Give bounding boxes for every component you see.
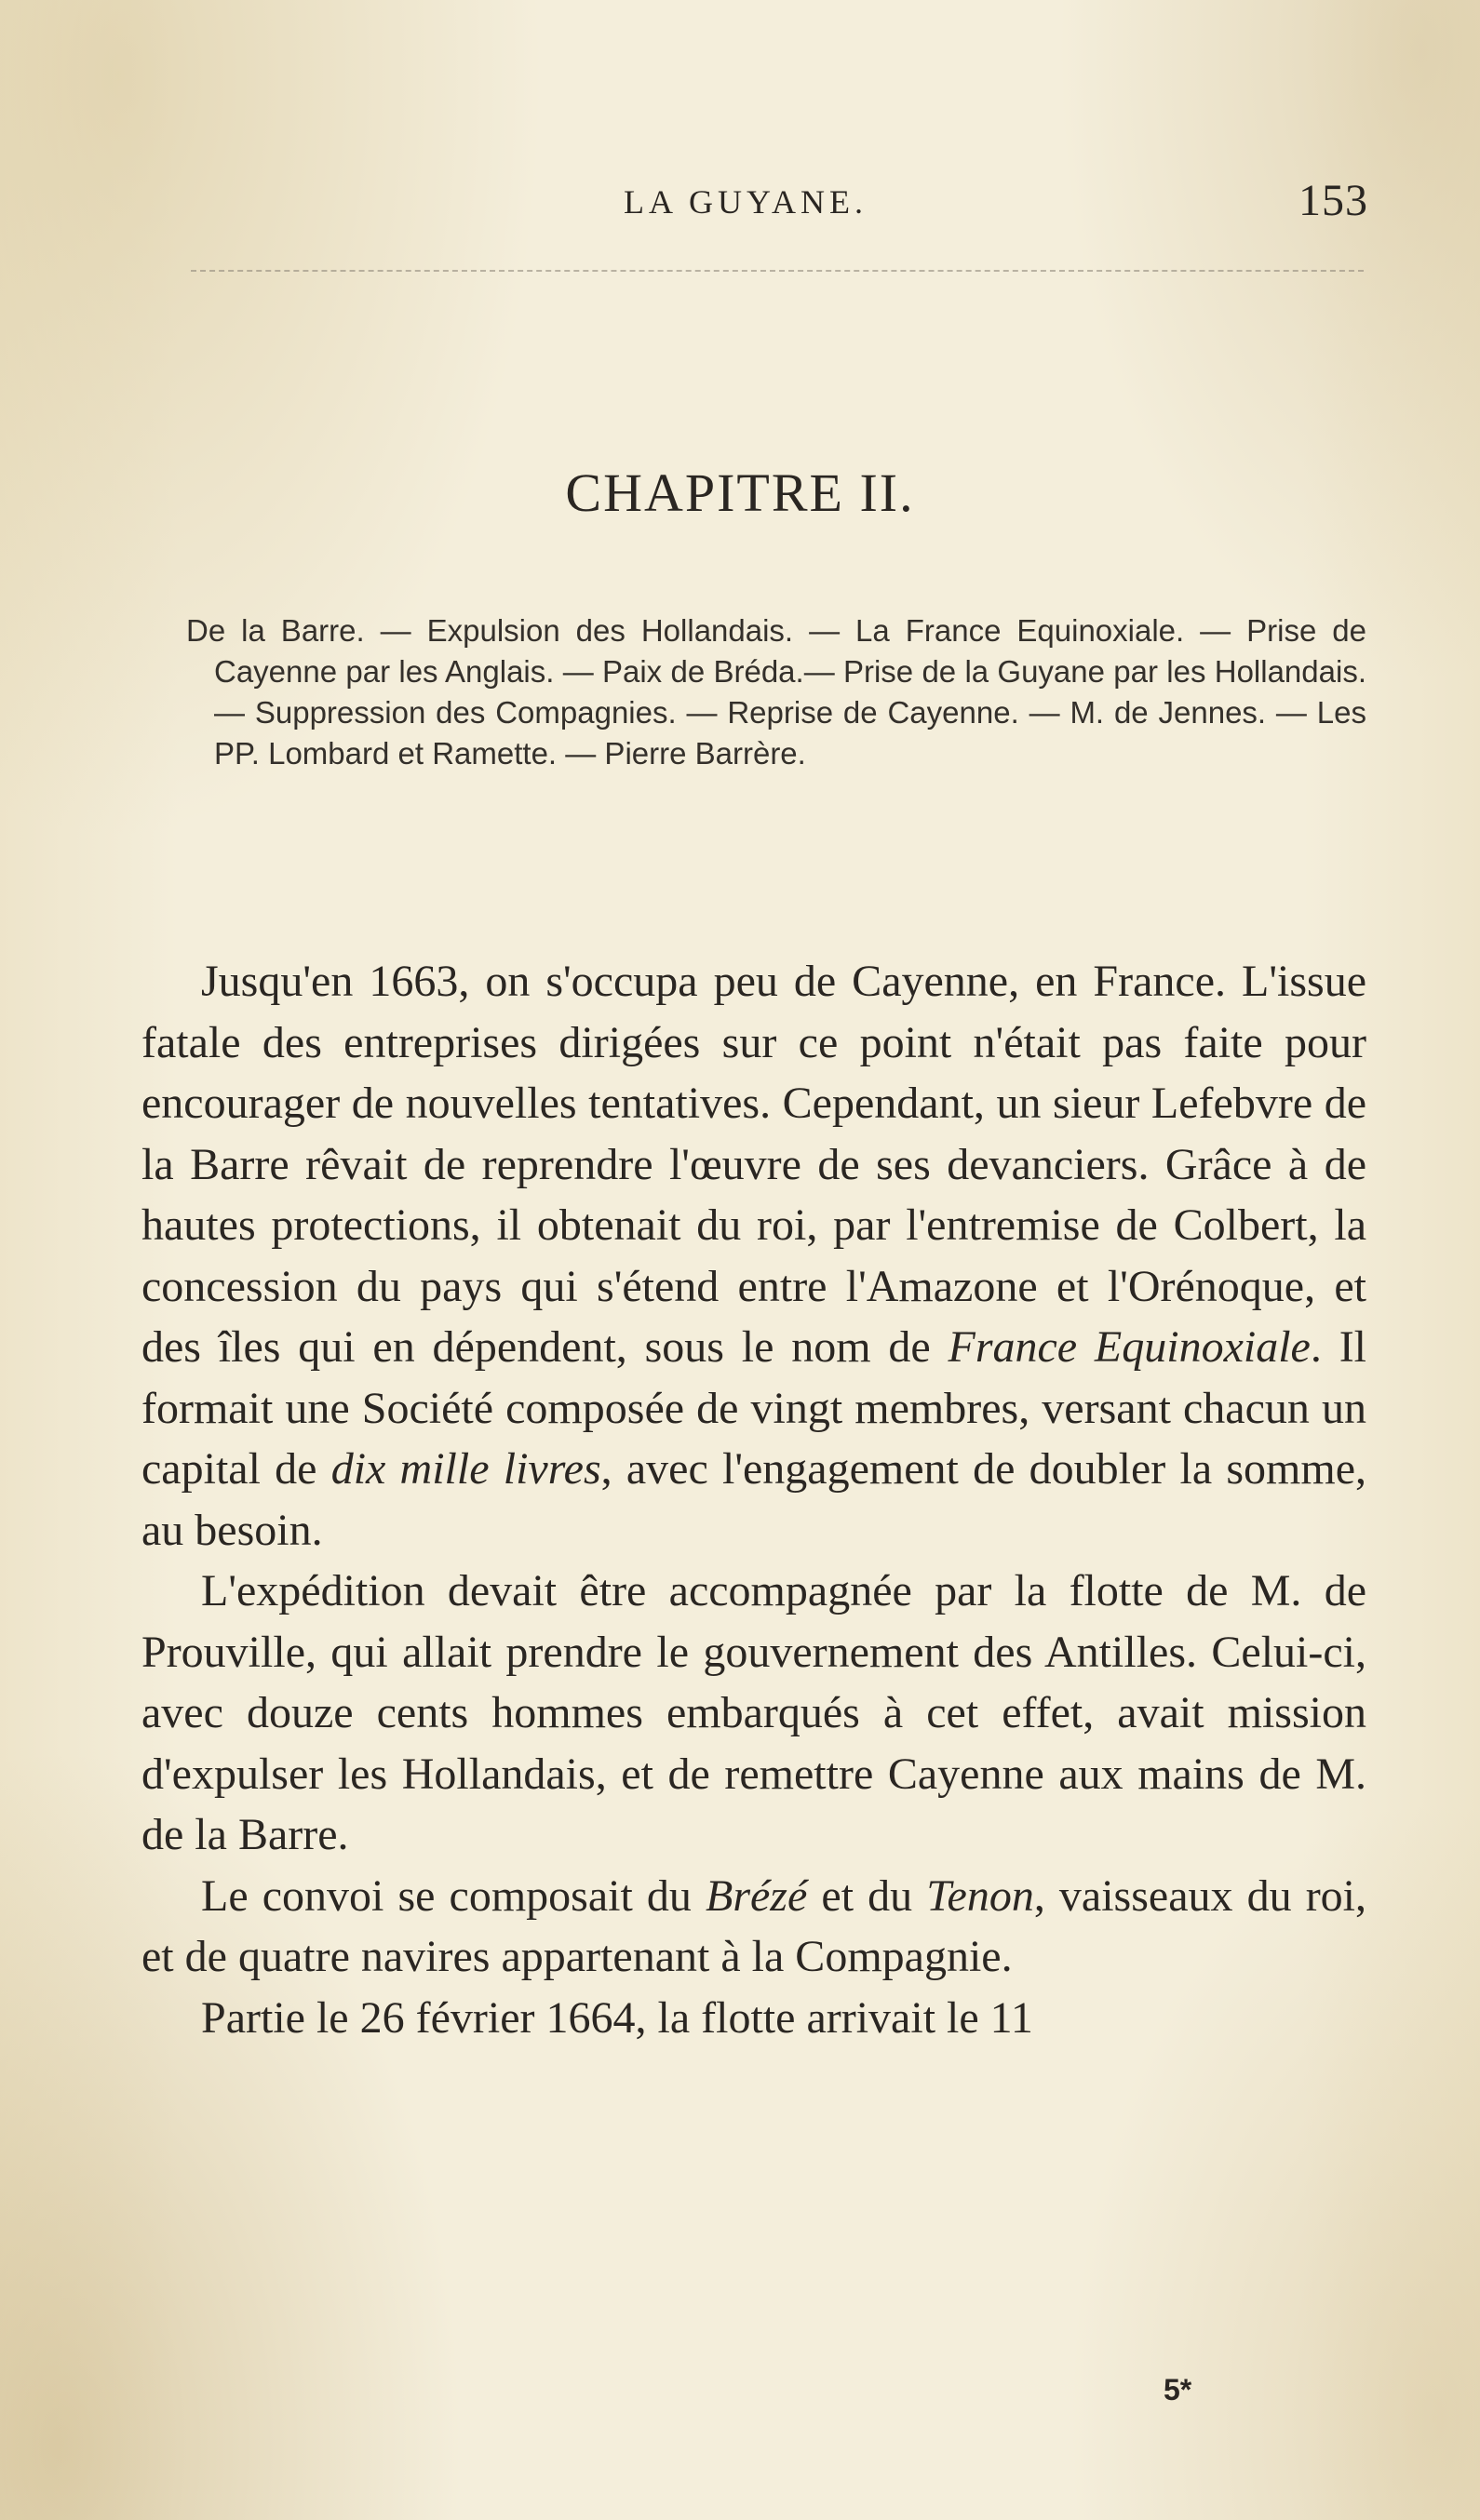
paragraph-3-text-a: Le convoi se composait du	[201, 1870, 706, 1921]
chapter-summary: De la Barre. — Expulsion des Hollandais. — La France Equinoxiale. — Prise de Cayenne par les Anglais. — Paix de Bréda.— Prise de la Guyane par les Hollandais. — Suppression des Compagnies. — Reprise de Cayenne. — M. de Jennes. — Les PP. Lombard et Ramette. — Pierre Barrère.	[186, 613, 1366, 771]
paragraph-4: Partie le 26 février 1664, la flotte arrivait le 11	[201, 1992, 1033, 2043]
paragraph-3	[141, 1866, 1366, 1988]
paragraph-3-text-b: et du	[807, 1870, 927, 1921]
paragraph-3-italic-b: Tenon	[926, 1870, 1034, 1921]
signature-mark: 5*	[1164, 2373, 1192, 2406]
running-title: LA GUYANE.	[624, 183, 868, 221]
header-rule	[191, 270, 1364, 272]
body-text	[141, 951, 1366, 2048]
paragraph-2: L'expédition devait être accompagnée par la flotte de M. de Prouville, qui allait prendre le gouvernement des Antilles. Celui-ci, avec douze cents hommes embarqués à cet effet, avait mission d'expulser les Hollandais, et de remettre Cayenne aux mains de M. de la Barre.	[141, 1566, 1366, 1859]
running-head	[186, 176, 1368, 238]
paragraph-1-italic-b: dix mille livres	[330, 1444, 601, 1494]
paragraph-1-text-c: , avec l'engagement de doubler la somme, au besoin.	[141, 1444, 1366, 1555]
paragraph-3-text-c: , vaisseaux du roi, et de quatre navires appartenant à la Compagnie.	[141, 1870, 1367, 1981]
paragraph-1	[141, 951, 1366, 1561]
paragraph-1-text-b: . Il formait une Société composée de vingt membres, versant chacun un capital de	[141, 1322, 1367, 1494]
paragraph-1-italic-a: France Equinoxiale	[948, 1322, 1311, 1372]
paragraph-3-italic-a: Brézé	[706, 1870, 808, 1921]
chapter-title: CHAPITRE II.	[565, 462, 915, 523]
paragraph-1-text-a: Jusqu'en 1663, on s'occupa peu de Cayenne, en France. L'issue fatale des entreprises dirigées sur ce point n'était pas faite pour encourager de nouvelles tentatives. Cependant, un sieur Lefebvre de la Barre rêvait de reprendre l'œuvre de ses devanciers. Grâce à de hautes protections, il obtenait du roi, par l'entremise de Colbert, la concession du pays qui s'étend entre l'Amazone et l'Orénoque, et des îles qui en dépendent, sous le nom de	[141, 957, 1366, 1372]
page-number: 153	[1298, 176, 1368, 225]
